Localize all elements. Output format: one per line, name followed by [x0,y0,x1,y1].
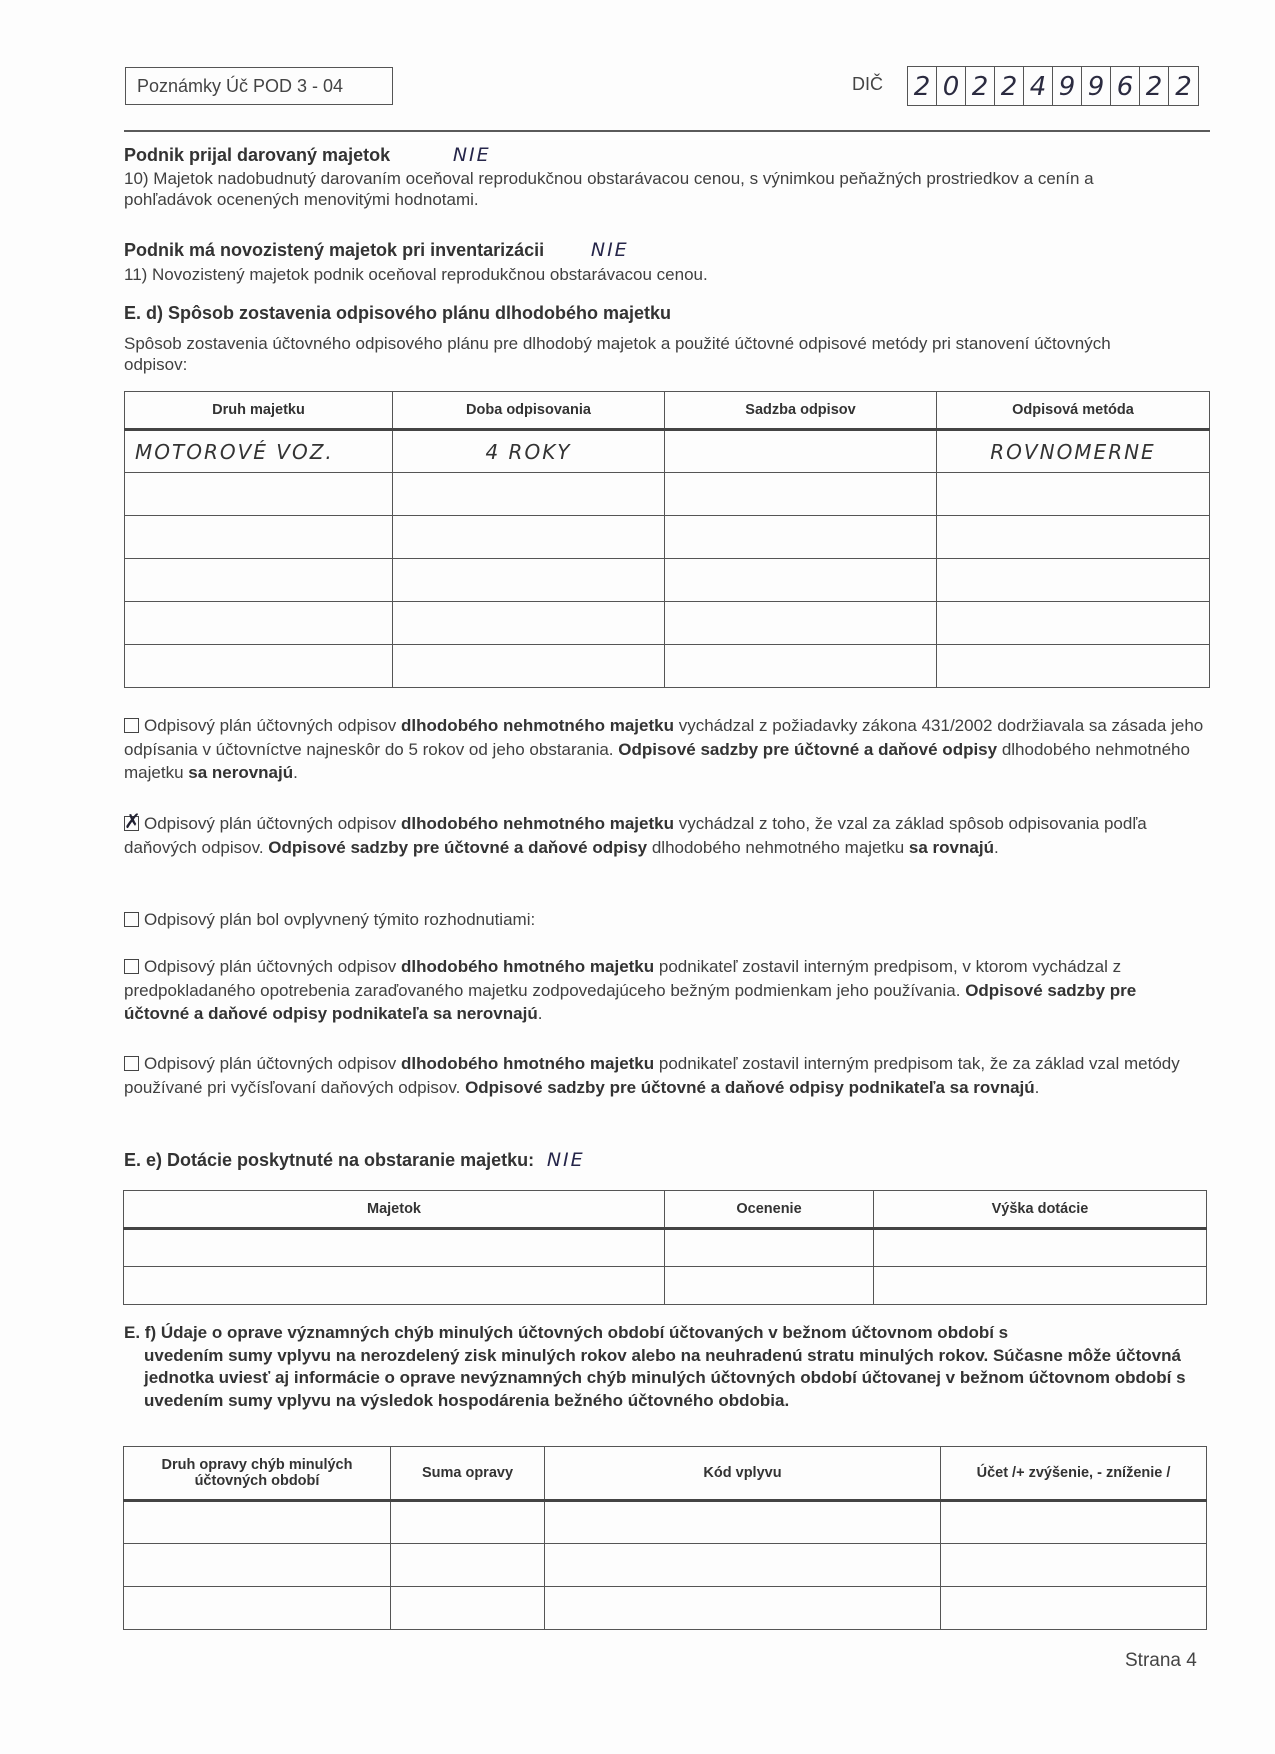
inventory-section [124,240,1204,261]
inventory-heading: Podnik má novozistený majetok pri inventarizácii [124,240,545,260]
table-cell[interactable] [124,1587,391,1630]
table-cell[interactable] [124,1501,391,1544]
header-divider [124,130,1210,132]
table-row [125,559,1210,602]
table-cell[interactable] [941,1587,1207,1630]
donated-section [124,145,1204,166]
depreciation-plan-table [124,391,1210,688]
table-cell[interactable] [937,602,1210,645]
donated-text: 10) Majetok nadobudnutý darovaním oceňoval reprodukčnou obstarávacou cenou, s výnimkou peňažných prostriedkov a cenín a pohľadávok ocenených menovitými hodnotami. [124,169,1094,209]
table-cell[interactable] [124,1267,665,1305]
table-cell[interactable] [545,1587,941,1630]
table-row [125,430,1210,473]
inventory-text: 11) Novozistený majetok podnik oceňoval reprodukčnou obstarávacou cenou. [124,265,708,284]
section-ee-heading: E. e) Dotácie poskytnuté na obstaranie majetku: [124,1150,535,1170]
dic-digit[interactable]: 0 [937,67,966,105]
table-cell[interactable] [393,516,665,559]
option-intangible-not-equal: Odpisový plán účtovných odpisov dlhodobého nehmotného majetku vychádzal z požiadavky zákona 431/2002 dodržiavala sa zásada jeho odpísania v účtovníctve najneskôr do 5 rokov od jeho obstarania. Odpisové sadzby pre účtovné a daňové odpisy dlhodobého nehmotného majetku sa nerovnajú. [124,716,1204,782]
table-header-row [125,392,1210,430]
table-cell[interactable] [665,602,937,645]
dic-field[interactable] [907,66,1199,106]
section-ee [124,1150,1204,1171]
option-intangible-equal: ✗Odpisový plán účtovných odpisov dlhodobého nehmotného majetku vychádzal z toho, že vzal za základ spôsob odpisovania podľa daňových odpisov. Odpisové sadzby pre účtovné a daňové odpisy dlhodobého nehmotného majetku sa rovnajú. [124,812,1204,859]
table-cell[interactable] [941,1544,1207,1587]
dic-digit[interactable]: 2 [966,67,995,105]
table-cell[interactable] [125,516,393,559]
inventory-answer[interactable]: NIE [590,239,629,261]
option-tangible-equal: Odpisový plán účtovných odpisov dlhodobého hmotného majetku podnikateľ zostavil interným predpisom tak, že za základ vzal metódy používané pri vyčísľovaní daňových odpisov. Odpisové sadzby pre účtovné a daňové odpisy podnikateľa sa rovnajú. [124,1054,1180,1097]
column-header: Odpisová metóda [937,392,1210,430]
table-cell[interactable] [937,559,1210,602]
table-header-row [124,1191,1207,1229]
table-row [125,473,1210,516]
table-cell[interactable] [941,1501,1207,1544]
table-cell[interactable] [391,1587,545,1630]
table-cell[interactable] [874,1267,1207,1305]
error-correction-table [123,1446,1207,1630]
option-tangible-not-equal: Odpisový plán účtovných odpisov dlhodobého hmotného majetku podnikateľ zostavil interným predpisom, v ktorom vychádzal z predpokladaného opotrebenia zaraďovaného majetku zodpovedajúceho bežným podmienkam jeho používania. Odpisové sadzby pre účtovné a daňové odpisy podnikateľa sa nerovnajú. [124,957,1137,1023]
table-cell[interactable] [937,473,1210,516]
table-cell[interactable] [545,1544,941,1587]
donated-heading: Podnik prijal darovaný majetok [124,145,391,165]
table-row [125,602,1210,645]
checkbox[interactable] [124,959,139,974]
table-cell[interactable] [393,559,665,602]
column-header: Doba odpisovania [393,392,665,430]
dic-digit[interactable]: 2 [908,67,937,105]
table-cell[interactable] [665,473,937,516]
table-cell[interactable] [391,1544,545,1587]
subsidy-answer[interactable]: NIE [546,1149,585,1171]
table-cell[interactable] [393,602,665,645]
dic-digit[interactable]: 9 [1082,67,1111,105]
column-header: Druh majetku [125,392,393,430]
table-cell[interactable] [124,1544,391,1587]
checkbox[interactable] [124,718,139,733]
dic-digit[interactable]: 2 [1140,67,1169,105]
table-row [125,645,1210,688]
column-header: Druh opravy chýb minulých účtovných období [124,1447,391,1501]
dic-digit[interactable]: 4 [1024,67,1053,105]
checkbox[interactable] [124,912,139,927]
table-cell[interactable] [665,1229,874,1267]
table-row [125,516,1210,559]
table-row [124,1587,1207,1630]
dic-label: DIČ [852,74,883,94]
column-header: Výška dotácie [874,1191,1207,1229]
table-row [124,1229,1207,1267]
table-cell[interactable] [125,645,393,688]
table-cell[interactable] [545,1501,941,1544]
table-cell[interactable] [393,645,665,688]
column-header: Kód vplyvu [545,1447,941,1501]
column-header: Majetok [124,1191,665,1229]
form-title: Poznámky Úč POD 3 - 04 [125,67,393,105]
depreciation-period-cell[interactable]: 4 ROKY [393,430,665,473]
table-cell[interactable] [124,1229,665,1267]
table-cell[interactable] [937,516,1210,559]
column-header: Suma opravy [391,1447,545,1501]
table-row [124,1501,1207,1544]
checkbox[interactable] [124,1056,139,1071]
subsidy-table [123,1190,1207,1305]
table-cell[interactable] [937,645,1210,688]
table-header-row [124,1447,1207,1501]
table-cell[interactable] [391,1501,545,1544]
table-cell[interactable] [874,1229,1207,1267]
dic-digit[interactable]: 6 [1111,67,1140,105]
table-cell[interactable] [393,473,665,516]
table-cell[interactable] [125,473,393,516]
dic-digit[interactable]: 9 [1053,67,1082,105]
dic-digit[interactable]: 2 [995,67,1024,105]
table-cell[interactable] [665,516,937,559]
section-ed-intro: Spôsob zostavenia účtovného odpisového plánu pre dlhodobý majetok a použité účtovné odpisové metódy pri stanovení účtovných odpisov: [124,334,1111,374]
table-cell[interactable] [125,559,393,602]
table-cell[interactable] [125,602,393,645]
checkbox-checked[interactable] [124,816,139,831]
table-row [124,1267,1207,1305]
section-ef-heading: E. f) Údaje o oprave významných chýb minulých účtovných období účtovaných v bežnom účtovnom období s uvedením sumy vplyvu na nerozdelený zisk minulých rokov alebo na neuhradenú stratu minulých rokov. Súčasne môže účtovná jednotka uviesť aj informácie o oprave nevýznamných chýb minulých účtovných období účtovanej v bežnom účtovnom období s uvedením sumy vplyvu na výsledok hospodárenia bežného účtovného obdobia. [124,1323,1186,1410]
table-cell[interactable] [665,559,937,602]
table-cell[interactable] [665,1267,874,1305]
option-influenced-by-decisions: Odpisový plán bol ovplyvnený týmito rozhodnutiami: [124,908,1204,932]
donated-answer[interactable]: NIE [452,144,491,166]
column-header: Sadzba odpisov [665,392,937,430]
depreciation-rate-cell[interactable] [665,430,937,473]
dic-digit[interactable]: 2 [1175,72,1192,102]
table-cell[interactable] [665,645,937,688]
column-header: Ocenenie [665,1191,874,1229]
depreciation-method-cell[interactable]: ROVNOMERNE [937,430,1210,473]
table-row [124,1544,1207,1587]
page-number: Strana 4 [1125,1650,1197,1671]
section-ed-heading: E. d) Spôsob zostavenia odpisového plánu dlhodobého majetku [124,303,672,323]
column-header: Účet /+ zvýšenie, - zníženie / [941,1447,1207,1501]
asset-type-cell[interactable]: MOTOROVÉ VOZ. [125,430,393,473]
